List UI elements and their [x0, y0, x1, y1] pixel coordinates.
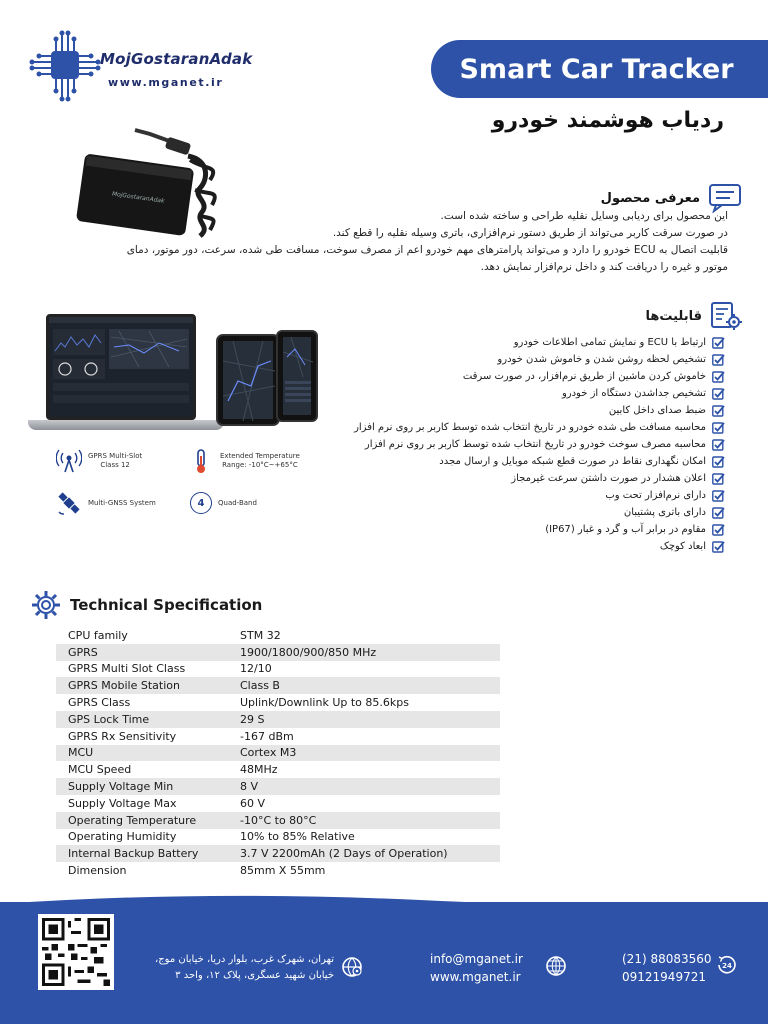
address-line: خیابان شهید عسگری، پلاک ۱۲، واحد ۳ — [175, 970, 334, 981]
contact-phones — [622, 950, 712, 986]
spec-row — [56, 711, 500, 728]
spec-value: 1900/1800/900/850 MHz — [240, 645, 377, 659]
spec-value: 12/10 — [240, 662, 272, 676]
capability-item — [305, 538, 725, 555]
intro-line: این محصول برای ردیابی وسایل نقلیه طراحی و ساخته شده است. — [440, 210, 728, 222]
satellite-icon — [56, 490, 82, 516]
spec-row — [56, 829, 500, 846]
gear-icon — [30, 589, 62, 621]
spec-label: Operating Temperature — [68, 813, 197, 827]
product-title-banner — [431, 40, 768, 98]
spec-label: GPRS — [68, 645, 98, 659]
feature-quad-band — [190, 492, 257, 514]
capabilities-heading — [645, 301, 742, 331]
quad-band-icon: 4 — [190, 492, 212, 514]
checkbox-checked-icon — [712, 370, 725, 383]
capability-text: محاسبه مسافت طی شده خودرو در تاریخ انتخاب شده توسط کاربر بر روی نرم افزار — [354, 422, 706, 433]
spec-label: Supply Voltage Max — [68, 796, 177, 810]
capabilities-heading-text: قابلیت‌ها — [645, 308, 702, 324]
qr-code[interactable] — [38, 914, 114, 990]
location-globe-icon — [341, 956, 363, 978]
svg-text:MojGostaranAdak: MojGostaranAdak — [111, 190, 165, 205]
capability-text: تشخیص لحظه روشن شدن و خاموش شدن خودرو — [497, 354, 706, 365]
spec-row — [56, 862, 500, 879]
capability-item — [305, 487, 725, 504]
capability-text: ابعاد کوچک — [659, 541, 706, 552]
thermometer-icon — [188, 448, 214, 474]
dashboard-screen — [46, 314, 196, 420]
spec-row — [56, 745, 500, 762]
capability-text: محاسبه مصرف سوخت خودرو در تاریخ انتخاب شده توسط کاربر بر روی نرم افزار — [364, 439, 706, 450]
feature-temp-sublabel: Range: -10°C~+65°C — [222, 461, 298, 469]
spec-label: Operating Humidity — [68, 830, 177, 844]
checkbox-checked-icon — [712, 489, 725, 502]
spec-row — [56, 677, 500, 694]
checkbox-checked-icon — [712, 421, 725, 434]
phone-number[interactable]: (21) 88083560 — [622, 952, 712, 966]
spec-row — [56, 728, 500, 745]
spec-value: 48MHz — [240, 763, 278, 777]
checkbox-checked-icon — [712, 455, 725, 468]
feature-gprs-sublabel: Class 12 — [100, 461, 130, 469]
capability-text: ضبط صدای داخل کابین — [608, 405, 706, 416]
feature-gnss-label: Multi-GNSS System — [88, 498, 156, 507]
checkbox-checked-icon — [712, 404, 725, 417]
spec-value: 85mm X 55mm — [240, 864, 326, 878]
spec-label: GPRS Multi Slot Class — [68, 662, 186, 676]
feature-gnss — [56, 490, 156, 516]
checkbox-checked-icon — [712, 506, 725, 519]
capability-text: امکان نگهداری نقاط در صورت قطع شبکه موبایل و ارسال مجدد — [439, 456, 706, 467]
spec-value: 10% to 85% Relative — [240, 830, 355, 844]
laptop-mockup — [28, 314, 208, 434]
capability-text: اعلان هشدار در صورت داشتن سرعت غیرمجاز — [511, 473, 706, 484]
capability-text: مقاوم در برابر آب و گرد و غبار (IP67) — [545, 524, 706, 535]
spec-value: -167 dBm — [240, 729, 294, 743]
intro-text — [8, 208, 728, 276]
intro-line: در صورت سرقت کاربر می‌تواند از طریق دستور نرم‌افزاری، باتری وسیله نقلیه را قطع کند. — [332, 227, 728, 239]
brand-name: MojGostaranAdak — [100, 50, 253, 68]
spec-value: 60 V — [240, 796, 266, 810]
globe-icon — [545, 955, 567, 977]
capabilities-list — [305, 334, 725, 555]
capability-item — [305, 453, 725, 470]
feature-quad-label: Quad-Band — [218, 498, 257, 507]
spec-row — [56, 845, 500, 862]
spec-label: Dimension — [68, 864, 127, 878]
spec-row — [56, 778, 500, 795]
capability-item — [305, 402, 725, 419]
checkbox-checked-icon — [712, 438, 725, 451]
spec-value: 3.7 V 2200mAh (2 Days of Operation) — [240, 847, 448, 861]
feature-temperature — [188, 448, 300, 474]
24h-support-icon — [716, 954, 738, 976]
spec-value: -10°C to 80°C — [240, 813, 317, 827]
antenna-icon — [56, 448, 82, 474]
intro-heading-text: معرفی محصول — [600, 190, 700, 206]
spec-value: Uplink/Downlink Up to 85.6kps — [240, 696, 409, 710]
checkbox-checked-icon — [712, 472, 725, 485]
website-link[interactable]: www.mganet.ir — [430, 970, 521, 984]
checkbox-checked-icon — [712, 540, 725, 553]
product-title-en: Smart Car Tracker — [459, 53, 734, 85]
contact-web — [430, 950, 523, 986]
laptop-base — [28, 420, 224, 430]
capability-item — [305, 334, 725, 351]
mobile-number[interactable]: 09121949721 — [622, 970, 706, 984]
product-title-fa: ردیاب هوشمند خودرو — [491, 108, 724, 133]
spec-label: GPRS Mobile Station — [68, 679, 180, 693]
capability-item — [305, 351, 725, 368]
checkbox-checked-icon — [712, 353, 725, 366]
capability-item — [305, 504, 725, 521]
spec-value: 29 S — [240, 712, 265, 726]
feature-temp-label: Extended Temperature — [220, 452, 300, 460]
capability-item — [305, 385, 725, 402]
address — [134, 952, 334, 984]
spec-label: Internal Backup Battery — [68, 847, 199, 861]
checkbox-checked-icon — [712, 523, 725, 536]
spec-row — [56, 795, 500, 812]
spec-row — [56, 627, 500, 644]
spec-label: CPU family — [68, 628, 128, 642]
address-line: تهران، شهرک غرب، بلوار دریا، خیابان موج، — [154, 954, 334, 965]
tech-spec-heading-text: Technical Specification — [70, 596, 263, 614]
capability-item — [305, 419, 725, 436]
intro-line: قابلیت اتصال به ECU خودرو را دارد و می‌تواند پارامترهای مهم خودرو اعم از مصرف سوخت، مسافت طی شده، سرعت، دور موتور، دمای — [126, 244, 728, 256]
spec-label: GPRS Rx Sensitivity — [68, 729, 177, 743]
spec-value: STM 32 — [240, 628, 281, 642]
brand-url[interactable]: www.mganet.ir — [108, 76, 224, 89]
company-logo — [28, 28, 303, 104]
spec-row — [56, 812, 500, 829]
tablet-mockup — [216, 334, 280, 426]
intro-line: موتور و غیره را دریافت کند و داخل نرم‌افزار نمایش دهد. — [480, 261, 728, 273]
capability-text: دارای باتری پشتیبان — [623, 507, 706, 518]
feature-gprs — [56, 448, 142, 474]
checkbox-checked-icon — [712, 387, 725, 400]
capability-text: خاموش کردن ماشین از طریق نرم‌افزار، در صورت سرقت — [462, 371, 706, 382]
settings-document-icon — [710, 301, 742, 331]
spec-label: GPS Lock Time — [68, 712, 150, 726]
chip-logo-icon — [28, 28, 102, 104]
spec-label: Supply Voltage Min — [68, 780, 174, 794]
capability-item — [305, 368, 725, 385]
spec-value: Class B — [240, 679, 280, 693]
spec-row — [56, 661, 500, 678]
capability-item — [305, 436, 725, 453]
spec-row — [56, 694, 500, 711]
spec-value: 8 V — [240, 780, 259, 794]
capability-item — [305, 470, 725, 487]
24h-badge: 24 — [722, 962, 732, 970]
spec-row — [56, 761, 500, 778]
spec-row — [56, 644, 500, 661]
spec-label: MCU — [68, 746, 94, 760]
capability-text: دارای نرم‌افزار تحت وب — [605, 490, 706, 501]
feature-gprs-label: GPRS Multi-Slot — [88, 452, 143, 460]
capability-text: ارتباط با ECU و نمایش تمامی اطلاعات خودرو — [513, 337, 706, 348]
spec-label: MCU Speed — [68, 763, 132, 777]
spec-table — [56, 627, 500, 879]
spec-label: GPRS Class — [68, 696, 131, 710]
capability-item — [305, 521, 725, 538]
tech-spec-heading — [30, 589, 262, 621]
checkbox-checked-icon — [712, 336, 725, 349]
capability-text: تشخیص جداشدن دستگاه از خودرو — [561, 388, 706, 399]
spec-value: Cortex M3 — [240, 746, 297, 760]
email-link[interactable]: info@mganet.ir — [430, 952, 523, 966]
